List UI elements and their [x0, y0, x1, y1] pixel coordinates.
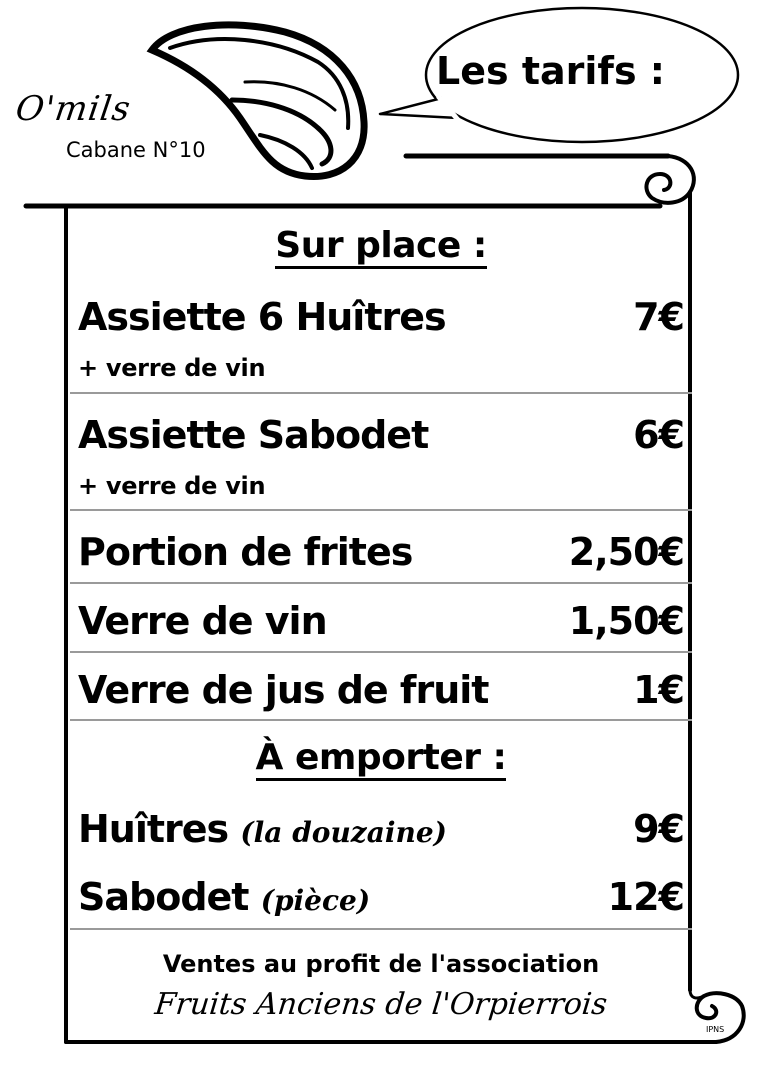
menu-item-jus-fruit	[78, 668, 684, 712]
section-title-emporter: À emporter :	[70, 740, 692, 781]
cabane-label: Cabane N°10	[66, 138, 206, 162]
item-name: Sabodet	[78, 875, 249, 919]
item-price: 12€	[607, 875, 684, 919]
item-name-group	[78, 807, 447, 851]
brand-logo-text: O'mils	[13, 89, 134, 129]
item-price: 1,50€	[568, 599, 684, 643]
item-name: Verre de jus de fruit	[78, 668, 489, 712]
item-note: (la douzaine)	[240, 816, 447, 849]
item-sub: + verre de vin	[78, 354, 266, 382]
divider	[70, 392, 692, 394]
item-name-group	[78, 875, 371, 919]
item-price: 1€	[633, 668, 684, 712]
item-name: Verre de vin	[78, 599, 327, 643]
divider	[70, 928, 692, 930]
divider	[70, 509, 692, 511]
footer-association-name: Fruits Anciens de l'Orpierrois	[153, 987, 609, 1022]
item-note: (pièce)	[260, 884, 371, 917]
ipns-mark: IPNS	[706, 1025, 725, 1034]
menu-item-assiette-huitres	[78, 295, 684, 339]
tarifs-title: Les tarifs :	[436, 49, 665, 93]
item-name: Assiette 6 Huîtres	[78, 295, 446, 339]
item-sub: + verre de vin	[78, 472, 266, 500]
item-price: 6€	[633, 413, 684, 457]
menu-item-assiette-sabodet	[78, 413, 684, 457]
section-title-sur-place: Sur place :	[70, 228, 692, 269]
item-name: Assiette Sabodet	[78, 413, 429, 457]
item-price: 9€	[633, 807, 684, 851]
menu-item-huitres-douzaine	[78, 807, 684, 851]
item-price: 7€	[633, 295, 684, 339]
divider	[70, 582, 692, 584]
item-name: Huîtres	[78, 807, 229, 851]
item-price: 2,50€	[568, 530, 684, 574]
menu-item-sabodet-piece	[78, 875, 684, 919]
item-name: Portion de frites	[78, 530, 413, 574]
menu-item-frites	[78, 530, 684, 574]
footer-association-line: Ventes au profit de l'association	[162, 950, 600, 978]
divider	[70, 651, 692, 653]
divider	[70, 719, 692, 721]
menu-item-verre-vin	[78, 599, 684, 643]
